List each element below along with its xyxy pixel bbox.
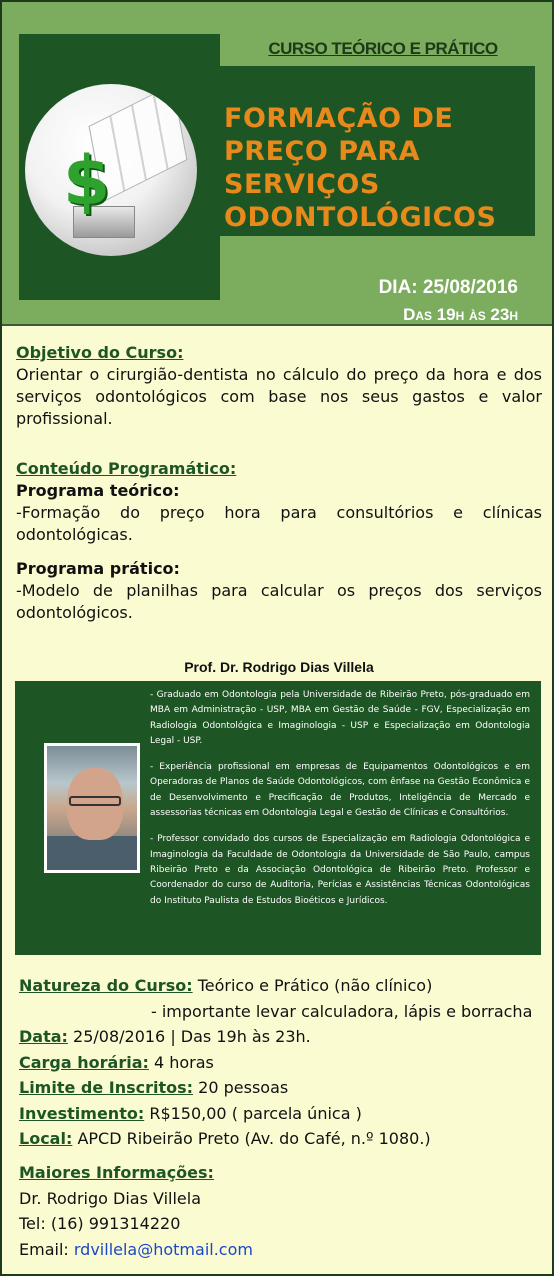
bio-paragraph: - Professor convidado dos cursos de Especialização em Radiologia Odontológica e Imaginologia da Faculdade de Odontologia da Universidade de São Paulo, campus Ribeirão Preto e da Associação Odontológica de Ribeirão Preto. Professor e Coordenador do curso de Auditoria, Perícias e Assistências Técnicas Odontológicas do Instituto Paulista de Estudos Bioéticos e Jurídicos. (150, 834, 530, 906)
professor-photo (44, 743, 140, 873)
title-line: PREÇO PARA (224, 136, 421, 167)
title-line: SERVIÇOS (224, 169, 380, 200)
program-section (16, 458, 542, 624)
objective-text: Orientar o cirurgião-dentista no cálculo do preço da hora e dos serviços odontológicos com base nos seus gastos e valor profissional. (16, 365, 542, 428)
professor-bio (150, 688, 530, 920)
course-time: Das 19h às 23h (403, 305, 518, 324)
bio-paragraph: - Graduado em Odontologia pela Universidade de Ribeirão Preto, pós-graduado em MBA em Administração - USP, MBA em Gestão de Saúde - FGV, Especialização em Radiologia Odontológica e Imaginologia - USP e Especialização em Odontologia Legal - USP. (150, 690, 530, 746)
course-type: CURSO TEÓRICO E PRÁTICO (268, 39, 498, 58)
course-date: DIA: 25/08/2016 (378, 277, 518, 298)
contact-email-row: Email: rdvillela@hotmail.com (19, 1239, 253, 1259)
header-banner (2, 2, 552, 326)
email-link[interactable]: rdvillela@hotmail.com (73, 1239, 253, 1259)
bio-paragraph: - Experiência profissional em empresas de Equipamentos Odontológicos e em Operadoras de Planos de Saúde Odontológicos, com ênfase na Gestão Econômica e de Desenvolvimento e Precificação de Produtos, Inteligência de Mercado e assessorias técnicas em Odontologia Legal e Gestão de Clínicas e Consultórios. (150, 762, 530, 819)
contact-section (19, 1160, 539, 1262)
course-title (224, 102, 544, 234)
course-details (19, 973, 549, 1152)
title-line: ODONTOLÓGICOS (224, 202, 497, 233)
detail-limit: Limite de Inscritos: 20 pessoas (19, 1078, 289, 1097)
puzzle-dollar-logo (25, 84, 197, 256)
dollar-icon: $ (63, 142, 111, 221)
theory-heading: Programa teórico: (16, 481, 180, 500)
contact-name: Dr. Rodrigo Dias Villela (19, 1188, 202, 1208)
detail-investment: Investimento: R$150,00 ( parcela única ) (19, 1103, 362, 1123)
objective-heading: Objetivo do Curso: (16, 343, 184, 362)
detail-nature: Natureza do Curso: Teórico e Prático (não clínico) (19, 976, 433, 995)
detail-local: Local: APCD Ribeirão Preto (Av. do Café, n.º 1080.) (19, 1129, 431, 1148)
detail-date: Data: 25/08/2016 | Das 19h às 23h. (19, 1027, 311, 1046)
detail-nature-note: - importante levar calculadora, lápis e borracha (151, 1001, 533, 1021)
practice-text: -Modelo de planilhas para calcular os preços dos serviços odontológicos. (16, 581, 542, 622)
program-heading: Conteúdo Programático: (16, 459, 237, 478)
contact-phone: Tel: (16) 991314220 (19, 1214, 181, 1233)
contact-heading: Maiores Informações: (19, 1163, 214, 1182)
title-line: FORMAÇÃO DE (224, 103, 454, 134)
glasses-icon (69, 796, 121, 806)
detail-hours: Carga horária: 4 horas (19, 1052, 214, 1072)
theory-text: -Formação do preço hora para consultórios e clínicas odontológicas. (16, 503, 542, 544)
professor-name: Prof. Dr. Rodrigo Dias Villela (184, 659, 374, 675)
objective-section (16, 342, 542, 430)
practice-heading: Programa prático: (16, 559, 180, 578)
